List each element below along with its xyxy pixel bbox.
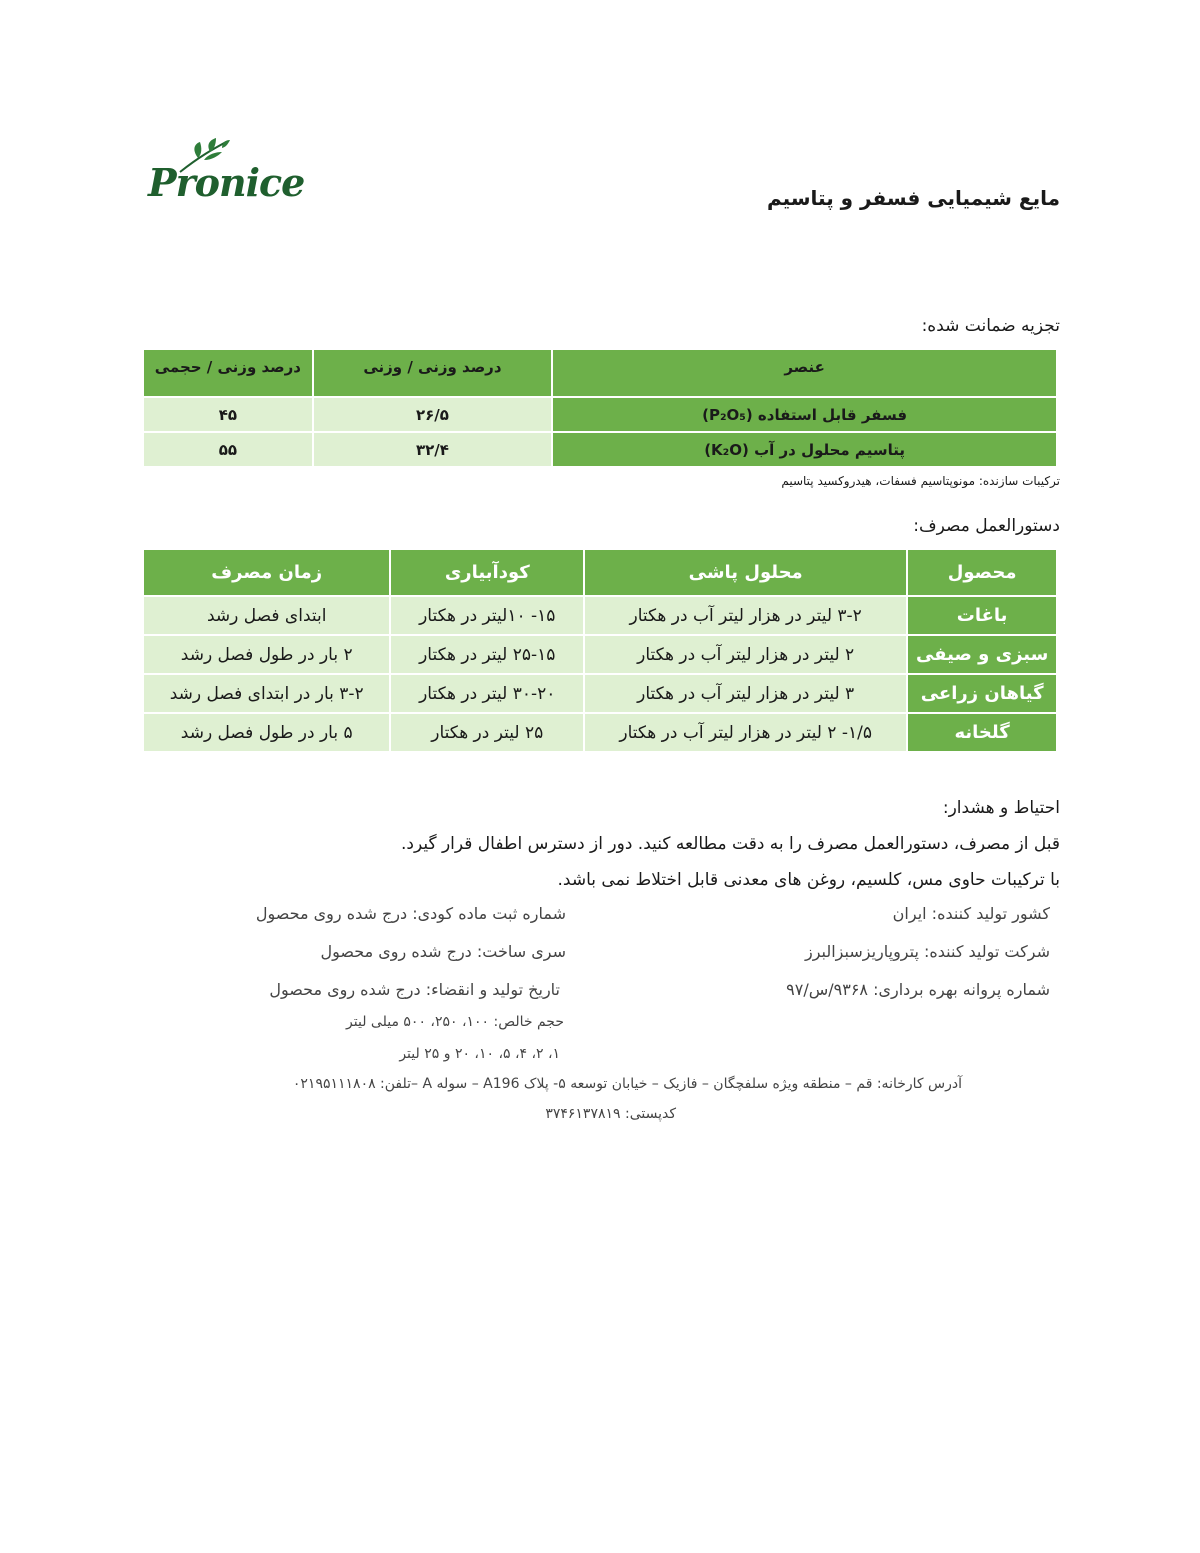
pronice-logo [140, 138, 305, 214]
crop-cell: سبزی و صیفی [907, 635, 1057, 674]
spray-cell: ۳ لیتر در هزار لیتر آب در هکتار [584, 674, 907, 713]
company-info: شرکت تولید کننده: پتروپاریزسبزالبرز [804, 942, 1050, 961]
crop-cell: باغات [907, 596, 1057, 635]
volume-info: حجم خالص: ۱۰۰، ۲۵۰، ۵۰۰ میلی لیتر [346, 1014, 564, 1030]
crop-cell: گیاهان زراعی [907, 674, 1057, 713]
table-row [143, 596, 1057, 635]
license-info: شماره پروانه بهره برداری: ۹۳۶۸/س/۹۷ [786, 980, 1050, 999]
guaranteed-analysis-table [142, 348, 1058, 468]
wv-cell: ۵۵ [143, 432, 313, 467]
spray-cell: ۱/۵- ۲ لیتر در هزار لیتر آب در هکتار [584, 713, 907, 752]
time-cell: ۳-۲ بار در ابتدای فصل رشد [143, 674, 390, 713]
column-header: کودآبیاری [390, 549, 584, 596]
table-header-row [143, 349, 1057, 397]
warning-heading: احتیاط و هشدار: [942, 798, 1060, 818]
logo-text: Pronice [148, 160, 305, 205]
warning-line-2: با ترکیبات حاوی مس، کلسیم، روغن های معدنی قابل اختلاط نمی باشد. [557, 870, 1060, 890]
batch-info: سری ساخت: درج شده روی محصول [320, 942, 566, 961]
ww-cell: ۳۲/۴ [313, 432, 552, 467]
product-title: مایع شیمیایی فسفر و پتاسیم [767, 186, 1060, 210]
wv-cell: ۴۵ [143, 397, 313, 432]
time-cell: ۲ بار در طول فصل رشد [143, 635, 390, 674]
column-header: محصول [907, 549, 1057, 596]
fertigation-cell: ۲۵-۱۵ لیتر در هکتار [390, 635, 584, 674]
table-row [143, 397, 1057, 432]
table-row [143, 635, 1057, 674]
table-row [143, 713, 1057, 752]
composition-note: ترکیبات سازنده: مونوپتاسیم فسفات، هیدروکسید پتاسیم [781, 474, 1060, 488]
table-header-row [143, 549, 1057, 596]
warning-line-1: قبل از مصرف، دستورالعمل مصرف را به دقت مطالعه کنید. دور از دسترس اطفال قرار گیرد. [400, 834, 1060, 854]
guaranteed-analysis-heading: تجزیه ضمانت شده: [921, 316, 1060, 336]
postal-code: کدپستی: ۳۷۴۶۱۳۷۸۱۹ [545, 1106, 676, 1122]
usage-heading: دستورالعمل مصرف: [913, 516, 1060, 536]
column-header: عنصر [552, 349, 1057, 397]
dates-info: تاریخ تولید و انقضاء: درج شده روی محصول [269, 980, 560, 999]
crop-cell: گلخانه [907, 713, 1057, 752]
column-header: درصد وزنی / وزنی [313, 349, 552, 397]
ww-cell: ۲۶/۵ [313, 397, 552, 432]
registration-info: شماره ثبت ماده کودی: درج شده روی محصول [255, 904, 566, 923]
spray-cell: ۲ لیتر در هزار لیتر آب در هکتار [584, 635, 907, 674]
country-info: کشور تولید کننده: ایران [892, 904, 1050, 923]
spray-cell: ۳-۲ لیتر در هزار لیتر آب در هکتار [584, 596, 907, 635]
fertigation-cell: ۱۵- ۱۰لیتر در هکتار [390, 596, 584, 635]
volume-info-2: ۱، ۲، ۴، ۵، ۱۰، ۲۰ و ۲۵ لیتر [399, 1046, 560, 1062]
column-header: زمان مصرف [143, 549, 390, 596]
factory-address: آدرس کارخانه: قم – منطقه ویژه سلفچگان – فازیک – خیابان توسعه ۵- پلاک A196 – سوله A –تلفن: ۰۲۱۹۵۱۱۱۸۰۸ [292, 1076, 962, 1092]
fertigation-cell: ۲۵ لیتر در هکتار [390, 713, 584, 752]
usage-table [142, 548, 1058, 753]
element-cell: فسفر قابل استفاده (P₂O₅) [552, 397, 1057, 432]
table-row [143, 674, 1057, 713]
column-header: درصد وزنی / حجمی [143, 349, 313, 397]
time-cell: ۵ بار در طول فصل رشد [143, 713, 390, 752]
column-header: محلول پاشی [584, 549, 907, 596]
time-cell: ابتدای فصل رشد [143, 596, 390, 635]
fertigation-cell: ۳۰-۲۰ لیتر در هکتار [390, 674, 584, 713]
table-row [143, 432, 1057, 467]
element-cell: پتاسیم محلول در آب (K₂O) [552, 432, 1057, 467]
